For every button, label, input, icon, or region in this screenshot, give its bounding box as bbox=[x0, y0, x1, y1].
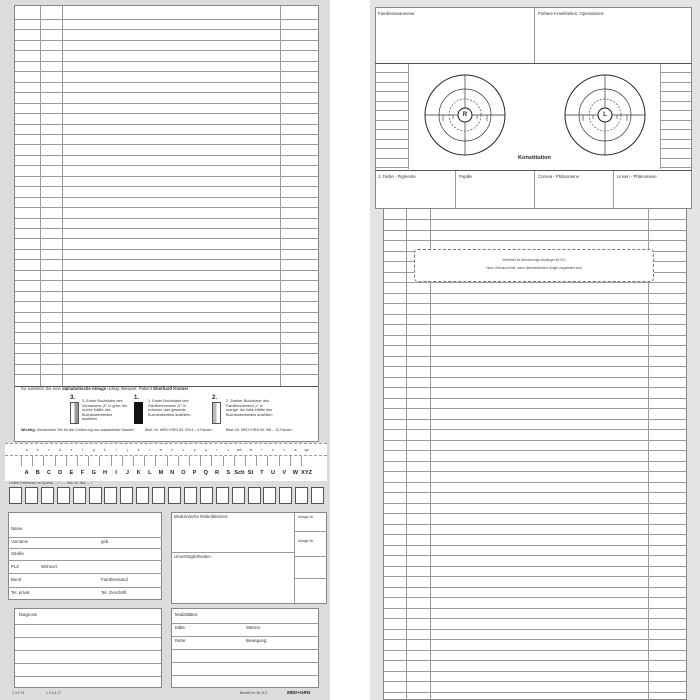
ruled-line bbox=[15, 374, 318, 375]
ruled-line bbox=[15, 343, 318, 344]
sticker-field-line-2: Nach Gebrauch bitte, wenn überweisendem Zeiger vorgetestet wird bbox=[486, 266, 582, 270]
pupille-label: Pupille bbox=[459, 174, 472, 179]
visit-marker-square[interactable] bbox=[136, 487, 149, 504]
ruled-line bbox=[384, 576, 686, 577]
alphabet-small-letter: u bbox=[272, 448, 274, 452]
ruled-line bbox=[15, 218, 318, 219]
alphabet-marker-field[interactable] bbox=[133, 456, 144, 466]
alphabet-marker-field[interactable] bbox=[77, 456, 88, 466]
alphabet-small-letter: w bbox=[294, 448, 297, 452]
ruled-line bbox=[384, 230, 686, 231]
ruled-line bbox=[15, 134, 318, 135]
step-text-3: 3. Erster Buchstabe des Vornamens „E“ in grün: die rechte Hälfte des Buchstabenfeldes ausfüllen bbox=[82, 399, 128, 422]
alphabet-marker-field[interactable] bbox=[66, 456, 77, 466]
row-line bbox=[294, 556, 327, 557]
alphabet-letter-tab[interactable]: St bbox=[247, 470, 254, 476]
ruled-line bbox=[384, 419, 686, 420]
ruled-line bbox=[384, 587, 686, 588]
alphabet-small-letter: s bbox=[227, 448, 229, 452]
visit-marker-square[interactable] bbox=[89, 487, 102, 504]
visit-marker-square[interactable] bbox=[9, 487, 22, 504]
alphabet-letter-tab[interactable]: T bbox=[260, 470, 264, 476]
diagnose-title: Diagnose bbox=[19, 612, 38, 617]
row-line bbox=[8, 537, 162, 538]
order-info-4: Best.-Nr. MED+ORG 60.700/4 – 4 Farben bbox=[145, 428, 212, 432]
ruled-line bbox=[384, 650, 686, 651]
ruled-line bbox=[384, 545, 686, 546]
ruled-line bbox=[384, 219, 686, 220]
alphabet-marker-field[interactable] bbox=[155, 456, 166, 466]
ruled-line bbox=[661, 72, 691, 73]
alphabet-small-letter: t bbox=[261, 448, 263, 452]
ruled-line bbox=[661, 139, 691, 140]
alphabet-marker-field[interactable] bbox=[223, 456, 234, 466]
ruled-line bbox=[15, 650, 161, 651]
ruled-line bbox=[384, 450, 686, 451]
step-number-3: 3. bbox=[70, 395, 76, 401]
cornea-label: Cornea - Phänomene bbox=[538, 174, 580, 179]
ruled-line bbox=[15, 92, 318, 93]
alphabet-small-letter: b bbox=[36, 448, 39, 452]
label-plz: PLZ bbox=[11, 564, 19, 569]
ruled-line bbox=[376, 148, 408, 149]
ruled-line bbox=[384, 503, 686, 504]
row-line bbox=[8, 587, 162, 588]
alphabet-marker-field[interactable] bbox=[279, 456, 290, 466]
familienanamnese-label: Familienanamnese: bbox=[378, 11, 416, 16]
ruled-line bbox=[15, 301, 318, 302]
ruled-line bbox=[384, 555, 686, 556]
ruled-line bbox=[15, 637, 161, 638]
ruled-line bbox=[15, 124, 318, 125]
ruled-line bbox=[15, 186, 318, 187]
row-line bbox=[171, 552, 294, 553]
alphabet-marker-field[interactable] bbox=[111, 456, 122, 466]
visit-marker-square[interactable] bbox=[263, 487, 276, 504]
ruled-line bbox=[15, 353, 318, 354]
visit-marker-square[interactable] bbox=[279, 487, 292, 504]
alphabet-small-letter: v bbox=[283, 448, 285, 452]
column-divider bbox=[534, 8, 535, 63]
alphabet-letter-tab[interactable]: O bbox=[181, 470, 186, 476]
alphabet-marker-field[interactable] bbox=[43, 456, 54, 466]
alphabet-letter-tab[interactable]: B bbox=[35, 470, 40, 476]
alphabet-small-letter: o bbox=[182, 448, 185, 452]
ruled-line bbox=[15, 71, 318, 72]
ledger-column-divider bbox=[280, 6, 281, 386]
ruled-line bbox=[15, 332, 318, 333]
ruled-line bbox=[384, 524, 686, 525]
label-ruhe: Ruhe: bbox=[175, 638, 187, 643]
ruled-line bbox=[384, 366, 686, 367]
label-tel-privat: Tel. privat bbox=[11, 590, 30, 595]
alphabet-letter-tab[interactable]: E bbox=[69, 470, 74, 476]
alphabet-small-letter: sch bbox=[236, 448, 242, 452]
alphabet-small-letter: j bbox=[127, 448, 128, 452]
ruled-line bbox=[384, 608, 686, 609]
row-line bbox=[294, 531, 327, 532]
visit-marker-square[interactable] bbox=[168, 487, 181, 504]
alphabet-small-letter: g bbox=[92, 448, 95, 452]
ruled-line bbox=[661, 82, 691, 83]
modalities-title: Modalitäten: bbox=[175, 612, 199, 617]
visit-line: Letzter Kirlbesuch im Quartal ...../ ...... bzw. im Jahr ...../ bbox=[9, 481, 93, 485]
alphabet-letter-tab[interactable]: A bbox=[24, 470, 29, 476]
linsen-label: Linsen - Phänomene bbox=[617, 174, 657, 179]
strip-divider bbox=[660, 64, 661, 169]
ruled-line bbox=[172, 623, 318, 624]
order-info-10: Best.-Nr. MED+ORG 60.765 – 10 Farben bbox=[226, 428, 292, 432]
ruled-line bbox=[384, 335, 686, 336]
alphabet-marker-field[interactable] bbox=[55, 456, 66, 466]
ruled-line bbox=[384, 482, 686, 483]
alphabet-marker-field[interactable] bbox=[178, 456, 189, 466]
alphabet-letter-tab[interactable]: I bbox=[115, 470, 117, 476]
ruled-line bbox=[15, 144, 318, 145]
alphabet-letter-tab[interactable]: G bbox=[91, 470, 96, 476]
alphabet-small-letter: a bbox=[25, 448, 28, 452]
right-eye-label: R bbox=[462, 112, 468, 118]
alphabet-letter-tab[interactable]: P bbox=[192, 470, 197, 476]
ruled-line bbox=[15, 228, 318, 229]
ruled-line bbox=[15, 238, 318, 239]
ruled-line bbox=[384, 660, 686, 661]
swatch-half-fill bbox=[70, 402, 79, 424]
ruled-line bbox=[15, 280, 318, 281]
alphabet-small-letter: k bbox=[137, 448, 140, 452]
alphabet-small-letter: st bbox=[249, 448, 252, 452]
ruled-line bbox=[661, 158, 691, 159]
ruled-line bbox=[384, 240, 686, 241]
alphabet-marker-field[interactable] bbox=[200, 456, 211, 466]
ruled-line bbox=[384, 408, 686, 409]
alphabet-marker-field[interactable] bbox=[122, 456, 133, 466]
alphabet-small-letter: d bbox=[59, 448, 62, 452]
visit-marker-square[interactable] bbox=[73, 487, 86, 504]
ruled-line bbox=[15, 322, 318, 323]
unvertraeglich-label: Unverträglichkeiten: bbox=[174, 554, 212, 559]
row-line bbox=[8, 560, 162, 561]
ruled-line bbox=[661, 129, 691, 130]
ruled-line bbox=[661, 91, 691, 92]
label-vorname: Vorname bbox=[11, 539, 29, 544]
ruled-line bbox=[384, 282, 686, 283]
alphabet-letter-tab[interactable]: F bbox=[80, 470, 85, 476]
ledger-column-divider bbox=[40, 6, 41, 386]
ruled-line bbox=[15, 249, 318, 250]
label-bewegung: Bewegung: bbox=[246, 638, 268, 643]
footer-numbers-right: 1 2 3 4 17 bbox=[46, 691, 62, 695]
alphabet-small-letter: n bbox=[171, 448, 174, 452]
row-line bbox=[294, 578, 327, 579]
ruled-line bbox=[384, 324, 686, 325]
alphabet-small-letter: e bbox=[70, 448, 73, 452]
ruled-line bbox=[376, 139, 408, 140]
ruled-line bbox=[384, 566, 686, 567]
visit-marker-square[interactable] bbox=[120, 487, 133, 504]
label-strasse: Straße bbox=[11, 551, 24, 556]
footer-order-no: Bestell-Nr. 60.113 bbox=[240, 691, 267, 695]
ruled-line bbox=[15, 676, 161, 677]
ruled-line bbox=[376, 82, 408, 83]
ruled-line bbox=[376, 158, 408, 159]
ruled-line bbox=[15, 61, 318, 62]
ruled-line bbox=[15, 291, 318, 292]
alphabet-letter-tab[interactable]: L bbox=[148, 470, 152, 476]
alphabet-small-letter: xyz bbox=[304, 448, 309, 452]
ruled-line bbox=[15, 82, 318, 83]
ruled-line bbox=[376, 167, 408, 168]
alphabet-letter-tab[interactable]: U bbox=[270, 470, 275, 476]
ruled-line bbox=[384, 629, 686, 630]
visit-marker-square[interactable] bbox=[200, 487, 213, 504]
alphabet-letter-tab[interactable]: Q bbox=[203, 470, 208, 476]
ruled-line bbox=[661, 148, 691, 149]
visit-marker-square[interactable] bbox=[248, 487, 261, 504]
label-beruf: Beruf bbox=[11, 577, 22, 582]
ruled-line bbox=[384, 345, 686, 346]
alphabet-letter-tab[interactable]: XYZ bbox=[301, 470, 313, 476]
visit-marker-square[interactable] bbox=[184, 487, 197, 504]
ruled-line bbox=[15, 40, 318, 41]
modalities-card bbox=[171, 608, 319, 688]
ruled-line bbox=[15, 176, 318, 177]
ruled-line bbox=[15, 19, 318, 20]
ruled-line bbox=[376, 101, 408, 102]
alphabet-letter-tab[interactable]: R bbox=[214, 470, 219, 476]
ruled-line bbox=[661, 120, 691, 121]
ruled-line bbox=[172, 675, 318, 676]
alphabet-marker-field[interactable] bbox=[245, 456, 256, 466]
visit-marker-square[interactable] bbox=[57, 487, 70, 504]
ruled-line bbox=[15, 624, 161, 625]
ruled-line bbox=[172, 636, 318, 637]
footer-numbers-left: 2 3 4 75 bbox=[12, 691, 25, 695]
ruled-line bbox=[384, 429, 686, 430]
sticker-field-line-1: Klebefeld für Abrechnungs-Anhänger 60.210 bbox=[502, 258, 566, 262]
alphabet-letter-tab[interactable]: J bbox=[125, 470, 129, 476]
label-wohnort: Wohnort bbox=[41, 564, 58, 569]
ruled-line bbox=[384, 377, 686, 378]
ruled-line bbox=[15, 364, 318, 365]
marker-warning: Wichtig: Verwenden Sie für die Codierung nur wasserfeste Marker! bbox=[21, 428, 135, 432]
ruled-line bbox=[384, 461, 686, 462]
alphabet-letter-tab[interactable]: D bbox=[58, 470, 63, 476]
alphabet-marker-field[interactable] bbox=[99, 456, 110, 466]
risk-title: Medizinische Risikofaktoren: bbox=[174, 514, 229, 519]
visit-marker-square[interactable] bbox=[25, 487, 38, 504]
label-familienstand: Familienstand bbox=[101, 577, 128, 582]
alphabet-small-letter: h bbox=[104, 448, 106, 452]
label-kaelte: Kälte: bbox=[175, 625, 186, 630]
alphabet-small-letter: c bbox=[48, 448, 50, 452]
ruled-line bbox=[376, 129, 408, 130]
alphabet-marker-field[interactable] bbox=[144, 456, 155, 466]
ruled-line bbox=[384, 492, 686, 493]
alphabet-small-letter: l bbox=[149, 448, 151, 452]
ruled-line bbox=[661, 101, 691, 102]
sorting-intro: So sortieren Sie eine alphabetische Ablage richtig: Beispiel: Patient Eberhard Kramer bbox=[21, 386, 189, 391]
ruled-line bbox=[15, 113, 318, 114]
ruled-line bbox=[15, 663, 161, 664]
alphabet-letter-tab[interactable]: K bbox=[136, 470, 141, 476]
ablage-label-2: Ablage-Nr. bbox=[298, 539, 315, 543]
step-text-2: 2. Zweiter Buchstabe des Familiennamens „r“ in orange: die linke Hälfte des Buchstabenfeldes ausfüllen bbox=[226, 399, 273, 417]
ruled-line bbox=[15, 50, 318, 51]
ruled-line bbox=[15, 259, 318, 260]
alphabet-marker-field[interactable] bbox=[301, 456, 312, 466]
ruled-line bbox=[172, 662, 318, 663]
visit-marker-square[interactable] bbox=[104, 487, 117, 504]
publisher-logo: MED+ORG bbox=[287, 690, 311, 695]
ruled-line bbox=[15, 312, 318, 313]
alphabet-small-letter: r bbox=[216, 448, 218, 452]
ruled-line bbox=[384, 692, 686, 693]
alphabet-letter-tab[interactable]: H bbox=[102, 470, 107, 476]
alphabet-marker-field[interactable] bbox=[211, 456, 222, 466]
ruled-line bbox=[384, 303, 686, 304]
visit-marker-square[interactable] bbox=[311, 487, 324, 504]
alphabet-small-letter: f bbox=[82, 448, 84, 452]
visit-marker-square[interactable] bbox=[216, 487, 229, 504]
ruled-line bbox=[384, 681, 686, 682]
ruled-line bbox=[384, 387, 686, 388]
label-tel-geschaeft: Tel. Geschäft bbox=[101, 590, 127, 595]
ruled-line bbox=[384, 534, 686, 535]
column-divider bbox=[534, 171, 535, 209]
swatch-left-half-fill bbox=[212, 402, 221, 424]
alphabet-small-letter: m bbox=[159, 448, 163, 452]
alphabet-marker-field[interactable] bbox=[167, 456, 178, 466]
alphabet-marker-field[interactable] bbox=[88, 456, 99, 466]
visit-marker-square[interactable] bbox=[232, 487, 245, 504]
ruled-line bbox=[384, 513, 686, 514]
ruled-line bbox=[15, 270, 318, 271]
alphabet-small-letter: q bbox=[204, 448, 207, 452]
alphabet-letter-tab[interactable]: N bbox=[170, 470, 175, 476]
alphabet-small-letter: i bbox=[115, 448, 117, 452]
ruled-line bbox=[384, 671, 686, 672]
alphabet-marker-field[interactable] bbox=[32, 456, 43, 466]
ruled-line bbox=[172, 649, 318, 650]
ruled-line bbox=[661, 167, 691, 168]
alphabet-marker-field[interactable] bbox=[256, 456, 267, 466]
alphabet-letter-tab[interactable]: W bbox=[292, 470, 299, 476]
ruled-line bbox=[384, 356, 686, 357]
row-line bbox=[8, 573, 162, 574]
ruled-line bbox=[15, 155, 318, 156]
ruled-line bbox=[376, 91, 408, 92]
alphabet-marker-field[interactable] bbox=[21, 456, 32, 466]
konstitution-label: Konstitution bbox=[518, 155, 551, 161]
ruled-line bbox=[384, 440, 686, 441]
label-geb: geb. bbox=[101, 539, 110, 544]
alphabet-marker-field[interactable] bbox=[267, 456, 278, 466]
ruled-line bbox=[376, 72, 408, 73]
alphabet-letter-tab[interactable]: Sch bbox=[234, 470, 245, 476]
label-name: Name bbox=[11, 526, 23, 531]
visit-marker-square[interactable] bbox=[152, 487, 165, 504]
column-divider bbox=[455, 171, 456, 209]
ledger-column-divider bbox=[62, 6, 63, 386]
ruled-line bbox=[384, 293, 686, 294]
alphabet-marker-field[interactable] bbox=[290, 456, 301, 466]
column-divider bbox=[613, 171, 614, 209]
ruled-line bbox=[376, 120, 408, 121]
ruled-line bbox=[15, 103, 318, 104]
fruehere-label: Frühere Krankheiten, Operationen: bbox=[538, 11, 605, 16]
alphabet-letter-tab[interactable]: V bbox=[282, 470, 287, 476]
visit-marker-square[interactable] bbox=[41, 487, 54, 504]
ablage-label-1: Ablage-Nr. bbox=[298, 515, 315, 519]
ruled-line bbox=[15, 29, 318, 30]
ruled-line bbox=[15, 165, 318, 166]
ruled-line bbox=[376, 110, 408, 111]
ruled-line bbox=[384, 597, 686, 598]
swatch-full-fill bbox=[134, 402, 143, 424]
ruled-line bbox=[384, 314, 686, 315]
ruled-line bbox=[661, 110, 691, 111]
alphabet-letter-tab[interactable]: S bbox=[226, 470, 231, 476]
ruled-line bbox=[384, 618, 686, 619]
left-eye-label: L bbox=[603, 112, 607, 118]
ruled-line bbox=[15, 197, 318, 198]
ruled-line bbox=[384, 639, 686, 640]
ruled-line bbox=[384, 398, 686, 399]
farbe-label: J. Farbe - Pigmente bbox=[378, 174, 416, 179]
label-waerme: Wärme: bbox=[246, 625, 262, 630]
ruled-line bbox=[384, 471, 686, 472]
alphabet-letter-tab[interactable]: M bbox=[158, 470, 164, 476]
visit-marker-square[interactable] bbox=[295, 487, 308, 504]
alphabet-letter-tab[interactable]: C bbox=[46, 470, 51, 476]
ruled-line bbox=[15, 207, 318, 208]
ablage-divider bbox=[294, 513, 295, 603]
step-text-1: 1. Erster Buchstabe des Familiennamens „K“ in schwarz: das gesamte Buchstabenfeld ausfüllen. bbox=[148, 399, 192, 417]
row-line bbox=[8, 548, 162, 549]
alphabet-small-letter: p bbox=[193, 448, 196, 452]
step-number-1: 1. bbox=[134, 395, 140, 401]
alphabet-marker-field[interactable] bbox=[189, 456, 200, 466]
alphabet-marker-field[interactable] bbox=[234, 456, 245, 466]
step-number-2: 2. bbox=[212, 395, 218, 401]
